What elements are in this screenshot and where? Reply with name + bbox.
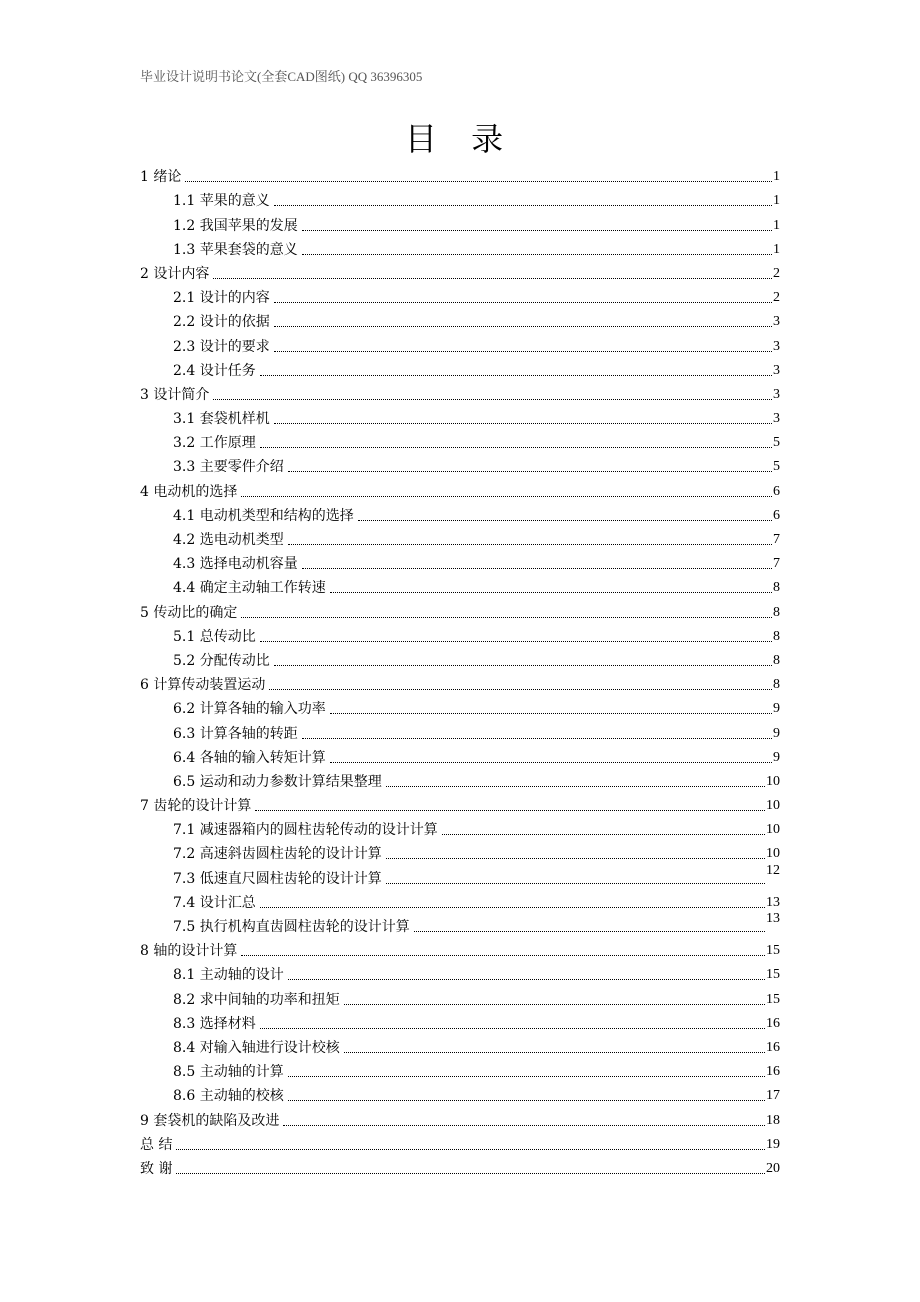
- toc-dot-leader: [185, 181, 772, 182]
- toc-entry-label: 7 齿轮的设计计算: [140, 798, 252, 815]
- toc-entry-label: 4.3 选择电动机容量: [173, 556, 298, 573]
- toc-entry[interactable]: [140, 307, 780, 331]
- toc-entry-label: 6.2 计算各轴的输入功率: [173, 701, 326, 718]
- toc-dot-leader: [176, 1173, 765, 1174]
- toc-dot-leader: [269, 689, 772, 690]
- toc-entry-label: 5 传动比的确定: [140, 604, 238, 621]
- toc-entry-page-number: 8: [773, 580, 780, 596]
- toc-entry-page-number: 16: [766, 1064, 780, 1080]
- toc-entry[interactable]: [140, 863, 780, 887]
- toc-entry[interactable]: [140, 622, 780, 646]
- toc-dot-leader: [344, 1004, 765, 1005]
- toc-dot-leader: [302, 568, 772, 569]
- toc-dot-leader: [260, 447, 772, 448]
- toc-dot-leader: [260, 907, 765, 908]
- toc-entry-page-number: 16: [766, 1015, 780, 1031]
- toc-entry-label: 6.5 运动和动力参数计算结果整理: [173, 773, 382, 790]
- toc-entry-label: 1.2 我国苹果的发展: [173, 217, 298, 234]
- toc-entry-label: 9 套袋机的缺陷及改进: [140, 1112, 280, 1129]
- toc-dot-leader: [255, 810, 765, 811]
- toc-entry[interactable]: [140, 235, 780, 259]
- toc-entry[interactable]: [140, 888, 780, 912]
- toc-entry-label: 8.6 主动轴的校核: [173, 1088, 284, 1105]
- toc-dot-leader: [386, 858, 765, 859]
- toc-entry-label: 8 轴的设计计算: [140, 943, 238, 960]
- toc-entry[interactable]: [140, 767, 780, 791]
- toc-dot-leader: [330, 713, 772, 714]
- toc-entry[interactable]: [140, 549, 780, 573]
- toc-entry-page-number: 15: [766, 991, 780, 1007]
- toc-entry[interactable]: [140, 912, 780, 936]
- toc-entry[interactable]: [140, 839, 780, 863]
- toc-dot-leader: [288, 979, 765, 980]
- toc-entry[interactable]: [140, 984, 780, 1008]
- page-header: 毕业设计说明书论文(全套CAD图纸) QQ 36396305: [140, 69, 423, 84]
- toc-entry-label: 2.2 设计的依据: [173, 314, 270, 331]
- toc-dot-leader: [241, 496, 772, 497]
- toc-entry[interactable]: [140, 1154, 780, 1178]
- toc-entry-label: 3.1 套袋机样机: [173, 411, 270, 428]
- toc-dot-leader: [274, 326, 772, 327]
- toc-entry-page-number: 13: [766, 911, 780, 926]
- toc-entry[interactable]: [140, 1105, 780, 1129]
- toc-dot-leader: [288, 544, 772, 545]
- toc-dot-leader: [330, 592, 772, 593]
- toc-entry-page-number: 15: [766, 943, 780, 959]
- toc-entry[interactable]: [140, 718, 780, 742]
- toc-entry-page-number: 8: [773, 677, 780, 693]
- toc-entry[interactable]: [140, 573, 780, 597]
- toc-entry-label: 1.1 苹果的意义: [173, 193, 270, 210]
- toc-entry[interactable]: [140, 380, 780, 404]
- toc-dot-leader: [274, 351, 772, 352]
- toc-entry[interactable]: [140, 331, 780, 355]
- toc-entry-label: 4.2 选电动机类型: [173, 532, 284, 548]
- toc-entry[interactable]: [140, 694, 780, 718]
- table-of-contents: [140, 162, 780, 1178]
- toc-entry-page-number: 16: [766, 1039, 780, 1055]
- toc-entry-page-number: 7: [773, 556, 780, 572]
- toc-entry-page-number: 10: [766, 846, 780, 862]
- toc-entry[interactable]: [140, 936, 780, 960]
- toc-dot-leader: [414, 931, 765, 932]
- toc-entry-label: 4.4 确定主动轴工作转速: [173, 580, 326, 597]
- toc-entry-page-number: 6: [773, 507, 780, 523]
- toc-entry-label: 8.2 求中间轴的功率和扭矩: [173, 991, 340, 1008]
- toc-entry[interactable]: [140, 597, 780, 621]
- toc-entry[interactable]: [140, 428, 780, 452]
- toc-entry-label: 6 计算传动装置运动: [140, 677, 266, 694]
- toc-entry-page-number: 1: [773, 169, 780, 185]
- toc-entry-page-number: 5: [773, 459, 780, 475]
- toc-entry[interactable]: [140, 1081, 780, 1105]
- toc-entry-label: 8.4 对输入轴进行设计校核: [173, 1039, 340, 1056]
- toc-dot-leader: [260, 641, 772, 642]
- toc-dot-leader: [260, 375, 772, 376]
- toc-entry-page-number: 1: [773, 241, 780, 257]
- toc-entry-page-number: 10: [766, 773, 780, 789]
- toc-entry-page-number: 5: [773, 435, 780, 451]
- toc-entry-label: 8.1 主动轴的设计: [173, 967, 284, 984]
- toc-entry[interactable]: [140, 743, 780, 767]
- toc-dot-leader: [386, 883, 765, 884]
- toc-dot-leader: [213, 278, 772, 279]
- toc-dot-leader: [288, 1100, 765, 1101]
- toc-entry-page-number: 3: [773, 314, 780, 330]
- toc-dot-leader: [358, 520, 772, 521]
- toc-entry[interactable]: [140, 1033, 780, 1057]
- toc-entry-label: 7.3 低速直尺圆柱齿轮的设计计算: [173, 870, 382, 887]
- toc-dot-leader: [302, 254, 772, 255]
- toc-entry-page-number: 13: [766, 894, 780, 910]
- toc-dot-leader: [302, 738, 772, 739]
- toc-entry-page-number: 3: [773, 386, 780, 402]
- toc-entry-label: 2.4 设计任务: [173, 362, 256, 379]
- toc-entry-page-number: 9: [773, 701, 780, 717]
- toc-entry-label: 2 设计内容: [140, 265, 210, 282]
- toc-entry-label: 6.3 计算各轴的转距: [173, 725, 298, 742]
- toc-dot-leader: [288, 471, 772, 472]
- toc-entry-label: 8.3 选择材料: [173, 1015, 256, 1032]
- toc-entry[interactable]: [140, 259, 780, 283]
- toc-entry-page-number: 2: [773, 265, 780, 281]
- toc-entry-label: 7.2 高速斜齿圆柱齿轮的设计计算: [173, 846, 382, 863]
- toc-entry-label: 5.2 分配传动比: [173, 652, 270, 669]
- toc-entry-label: 7.4 设计汇总: [173, 894, 256, 911]
- toc-dot-leader: [283, 1125, 765, 1126]
- toc-entry[interactable]: [140, 452, 780, 476]
- toc-entry[interactable]: [140, 1130, 780, 1154]
- toc-entry[interactable]: [140, 356, 780, 380]
- toc-dot-leader: [274, 423, 772, 424]
- toc-entry[interactable]: [140, 186, 780, 210]
- toc-entry-label: 3.2 工作原理: [173, 435, 256, 452]
- toc-entry[interactable]: [140, 283, 780, 307]
- toc-entry-page-number: 6: [773, 483, 780, 499]
- toc-entry-label: 8.5 主动轴的计算: [173, 1064, 284, 1081]
- toc-dot-leader: [302, 230, 772, 231]
- toc-entry-label: 5.1 总传动比: [173, 628, 256, 645]
- toc-entry[interactable]: [140, 646, 780, 670]
- toc-entry-page-number: 8: [773, 604, 780, 620]
- toc-entry-label: 7.1 减速器箱内的圆柱齿轮传动的设计计算: [173, 822, 438, 839]
- toc-dot-leader: [241, 955, 765, 956]
- toc-entry[interactable]: [140, 501, 780, 525]
- toc-entry-label: 总 结: [140, 1136, 173, 1153]
- toc-entry-label: 6.4 各轴的输入转矩计算: [173, 749, 326, 766]
- toc-entry-label: 3.3 主要零件介绍: [173, 459, 284, 476]
- toc-entry-page-number: 20: [766, 1160, 780, 1176]
- toc-entry-label: 1 绪论: [140, 169, 182, 186]
- toc-dot-leader: [241, 617, 772, 618]
- toc-entry-page-number: 3: [773, 411, 780, 427]
- toc-entry[interactable]: [140, 791, 780, 815]
- toc-dot-leader: [344, 1052, 765, 1053]
- toc-entry-page-number: 18: [766, 1112, 780, 1128]
- toc-entry-label: 致 谢: [140, 1160, 173, 1177]
- toc-entry-page-number: 7: [773, 532, 780, 547]
- page-title: 目 录: [404, 120, 516, 158]
- toc-entry-label: 2.3 设计的要求: [173, 338, 270, 355]
- toc-dot-leader: [260, 1028, 765, 1029]
- toc-entry-page-number: 17: [766, 1088, 780, 1104]
- toc-dot-leader: [176, 1149, 765, 1150]
- toc-dot-leader: [330, 762, 772, 763]
- toc-entry[interactable]: [140, 1057, 780, 1081]
- toc-entry-page-number: 10: [766, 798, 780, 814]
- toc-entry-label: 7.5 执行机构直齿圆柱齿轮的设计计算: [173, 919, 410, 935]
- toc-entry-label: 4.1 电动机类型和结构的选择: [173, 507, 354, 524]
- toc-entry[interactable]: [140, 525, 780, 549]
- toc-entry[interactable]: [140, 1009, 780, 1033]
- toc-entry-page-number: 9: [773, 725, 780, 741]
- toc-entry-page-number: 8: [773, 652, 780, 668]
- toc-entry[interactable]: [140, 404, 780, 428]
- toc-entry[interactable]: [140, 670, 780, 694]
- toc-entry-page-number: 2: [773, 290, 780, 306]
- toc-entry-page-number: 8: [773, 628, 780, 644]
- toc-dot-leader: [274, 205, 772, 206]
- toc-entry-page-number: 3: [773, 338, 780, 354]
- toc-entry-label: 1.3 苹果套袋的意义: [173, 241, 298, 258]
- toc-entry-page-number: 9: [773, 749, 780, 765]
- toc-dot-leader: [213, 399, 772, 400]
- toc-entry-page-number: 1: [773, 193, 780, 209]
- toc-entry-page-number: 19: [766, 1136, 780, 1152]
- toc-entry-page-number: 10: [766, 822, 780, 838]
- toc-dot-leader: [288, 1076, 765, 1077]
- toc-dot-leader: [442, 834, 765, 835]
- toc-entry-label: 3 设计简介: [140, 386, 210, 403]
- toc-entry[interactable]: [140, 210, 780, 234]
- toc-dot-leader: [274, 665, 772, 666]
- toc-entry[interactable]: [140, 815, 780, 839]
- toc-entry-page-number: 3: [773, 362, 780, 378]
- toc-entry-label: 4 电动机的选择: [140, 483, 238, 500]
- toc-dot-leader: [274, 302, 772, 303]
- toc-entry-page-number: 1: [773, 217, 780, 233]
- toc-entry-page-number: 15: [766, 967, 780, 983]
- toc-entry[interactable]: [140, 476, 780, 500]
- toc-dot-leader: [386, 786, 765, 787]
- toc-entry[interactable]: [140, 960, 780, 984]
- toc-entry-page-number: 12: [766, 862, 780, 878]
- toc-entry[interactable]: [140, 162, 780, 186]
- toc-entry-label: 2.1 设计的内容: [173, 290, 270, 307]
